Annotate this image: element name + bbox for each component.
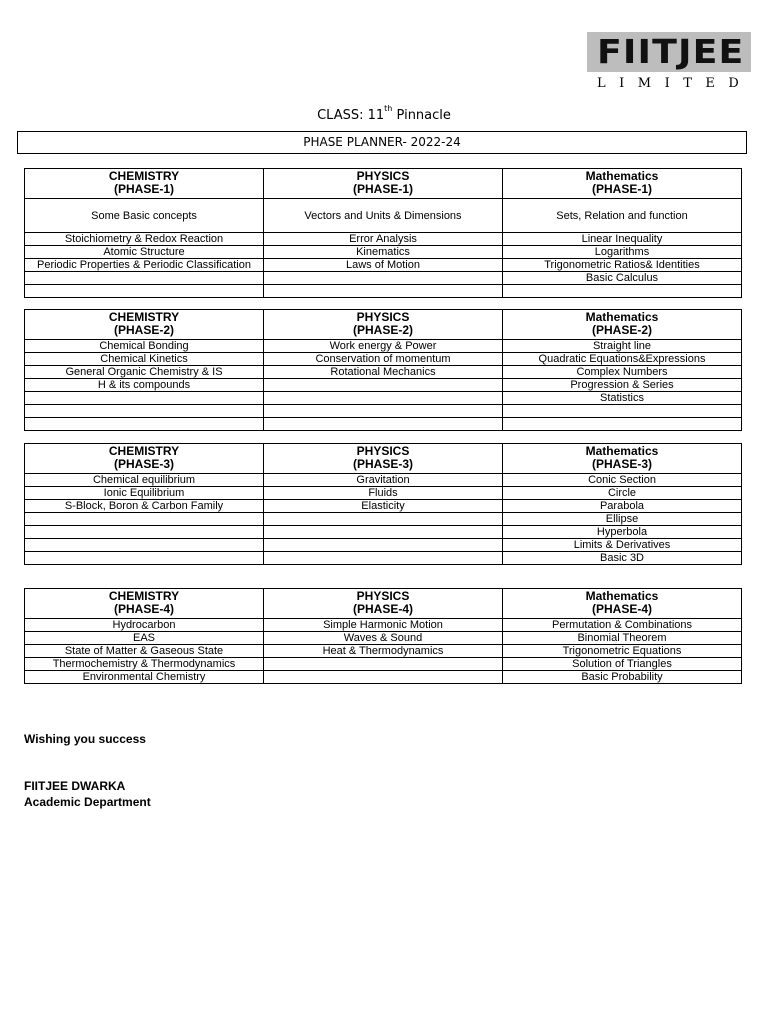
- topic-cell: [25, 285, 264, 298]
- table-row: [25, 487, 742, 500]
- planner-title: PHASE PLANNER- 2022-24: [17, 131, 747, 154]
- topic-cell: [25, 272, 264, 285]
- subject-label: PHYSICS: [356, 169, 410, 183]
- topic-cell: Rotational Mechanics: [264, 366, 503, 379]
- column-header: [503, 589, 742, 619]
- column-header: [264, 444, 503, 474]
- topic-cell: S-Block, Boron & Carbon Family: [25, 500, 264, 513]
- topic-cell: [264, 405, 503, 418]
- table-row: [25, 418, 742, 431]
- topic-cell: [264, 285, 503, 298]
- topic-cell: [264, 418, 503, 431]
- subject-label: PHYSICS: [356, 589, 410, 603]
- topic-cell: Straight line: [503, 340, 742, 353]
- table-row: [25, 552, 742, 565]
- table-row: [25, 405, 742, 418]
- topic-cell: Chemical Kinetics: [25, 353, 264, 366]
- topic-cell: [25, 513, 264, 526]
- topic-cell: [264, 526, 503, 539]
- table-row: [25, 379, 742, 392]
- topic-cell: Progression & Series: [503, 379, 742, 392]
- table-row: [25, 474, 742, 487]
- topic-cell: Ellipse: [503, 513, 742, 526]
- phase-label: (PHASE-1): [591, 182, 652, 196]
- topic-cell: Chemical Bonding: [25, 340, 264, 353]
- table-row: [25, 645, 742, 658]
- topic-cell: [264, 552, 503, 565]
- topic-cell: Thermochemistry & Thermodynamics: [25, 658, 264, 671]
- footer-wish: Wishing you success: [24, 732, 146, 746]
- topic-cell: Heat & Thermodynamics: [264, 645, 503, 658]
- table-row: [25, 632, 742, 645]
- topic-cell: Complex Numbers: [503, 366, 742, 379]
- header-row: [25, 589, 742, 619]
- phase-label: (PHASE-3): [352, 457, 413, 471]
- topic-cell: Permutation & Combinations: [503, 619, 742, 632]
- topic-cell: [25, 405, 264, 418]
- table-row: [25, 340, 742, 353]
- header-row: [25, 310, 742, 340]
- topic-cell: Basic Calculus: [503, 272, 742, 285]
- topic-cell: [503, 285, 742, 298]
- topic-cell: Waves & Sound: [264, 632, 503, 645]
- phase-1-table: [24, 168, 742, 298]
- topic-cell: Kinematics: [264, 246, 503, 259]
- column-header: [264, 589, 503, 619]
- table-row: [25, 392, 742, 405]
- topic-cell: Hyperbola: [503, 526, 742, 539]
- subject-label: Mathematics: [585, 589, 659, 603]
- subject-label: CHEMISTRY: [108, 589, 180, 603]
- class-title-sup: th: [384, 104, 393, 113]
- subject-label: CHEMISTRY: [108, 310, 180, 324]
- table-row: [25, 366, 742, 379]
- topic-cell: Some Basic concepts: [25, 199, 264, 233]
- topic-cell: [264, 671, 503, 684]
- topic-cell: Logarithms: [503, 246, 742, 259]
- column-header: [503, 310, 742, 340]
- topic-cell: Chemical equilibrium: [25, 474, 264, 487]
- logo-subtitle: LIMITED: [597, 76, 753, 91]
- logo-name: FIITJEE: [597, 32, 745, 71]
- topic-cell: EAS: [25, 632, 264, 645]
- topic-cell: Basic 3D: [503, 552, 742, 565]
- topic-cell: Limits & Derivatives: [503, 539, 742, 552]
- table-row: [25, 526, 742, 539]
- topic-cell: Work energy & Power: [264, 340, 503, 353]
- header-row: [25, 169, 742, 199]
- topic-cell: Sets, Relation and function: [503, 199, 742, 233]
- topic-cell: Gravitation: [264, 474, 503, 487]
- topic-cell: Parabola: [503, 500, 742, 513]
- table-row: [25, 353, 742, 366]
- footer-dept: Academic Department: [24, 795, 151, 809]
- table-row: [25, 513, 742, 526]
- topic-cell: Binomial Theorem: [503, 632, 742, 645]
- topic-cell: Quadratic Equations&Expressions: [503, 353, 742, 366]
- subject-label: PHYSICS: [356, 444, 410, 458]
- subject-label: Mathematics: [585, 169, 659, 183]
- column-header: [503, 444, 742, 474]
- topic-cell: General Organic Chemistry & IS: [25, 366, 264, 379]
- topic-cell: [264, 539, 503, 552]
- phase-label: (PHASE-1): [113, 182, 174, 196]
- topic-cell: [503, 405, 742, 418]
- phase-label: (PHASE-4): [113, 602, 174, 616]
- table-row: [25, 272, 742, 285]
- subject-label: Mathematics: [585, 444, 659, 458]
- subject-label: PHYSICS: [356, 310, 410, 324]
- phase-label: (PHASE-2): [352, 323, 413, 337]
- topic-cell: [264, 379, 503, 392]
- table-row: [25, 233, 742, 246]
- topic-cell: Laws of Motion: [264, 259, 503, 272]
- phase-label: (PHASE-2): [591, 323, 652, 337]
- topic-cell: H & its compounds: [25, 379, 264, 392]
- phase-label: (PHASE-3): [591, 457, 652, 471]
- footer-org: FIITJEE DWARKA: [24, 779, 126, 793]
- table-row: [25, 246, 742, 259]
- topic-cell: Simple Harmonic Motion: [264, 619, 503, 632]
- subject-label: CHEMISTRY: [108, 444, 180, 458]
- phase-label: (PHASE-3): [113, 457, 174, 471]
- topic-cell: Trigonometric Ratios& Identities: [503, 259, 742, 272]
- phase-label: (PHASE-1): [352, 182, 413, 196]
- topic-cell: [25, 552, 264, 565]
- topic-cell: [25, 539, 264, 552]
- topic-cell: [25, 418, 264, 431]
- topic-cell: Basic Probability: [503, 671, 742, 684]
- topic-cell: Ionic Equilibrium: [25, 487, 264, 500]
- column-header: [264, 310, 503, 340]
- logo-banner: [587, 32, 751, 72]
- topic-cell: Periodic Properties & Periodic Classification: [25, 259, 264, 272]
- phase-label: (PHASE-2): [113, 323, 174, 337]
- table-row: [25, 285, 742, 298]
- topic-cell: [503, 418, 742, 431]
- topic-cell: Conic Section: [503, 474, 742, 487]
- topic-cell: [264, 392, 503, 405]
- topic-cell: [264, 658, 503, 671]
- topic-cell: State of Matter & Gaseous State: [25, 645, 264, 658]
- topic-cell: Hydrocarbon: [25, 619, 264, 632]
- table-row: [25, 539, 742, 552]
- topic-cell: Stoichiometry & Redox Reaction: [25, 233, 264, 246]
- subject-label: CHEMISTRY: [108, 169, 180, 183]
- header-row: [25, 444, 742, 474]
- phase-3-table: [24, 443, 742, 565]
- table-row: [25, 199, 742, 233]
- topic-cell: Elasticity: [264, 500, 503, 513]
- column-header: [25, 444, 264, 474]
- topic-cell: Linear Inequality: [503, 233, 742, 246]
- topic-cell: Atomic Structure: [25, 246, 264, 259]
- class-title: [0, 104, 768, 128]
- column-header: [25, 310, 264, 340]
- column-header: [25, 169, 264, 199]
- topic-cell: Statistics: [503, 392, 742, 405]
- class-title-suffix: Pinnacle: [392, 108, 451, 123]
- table-row: [25, 500, 742, 513]
- phase-label: (PHASE-4): [352, 602, 413, 616]
- topic-cell: [264, 513, 503, 526]
- topic-cell: Solution of Triangles: [503, 658, 742, 671]
- table-row: [25, 658, 742, 671]
- topic-cell: [25, 392, 264, 405]
- fiitjee-logo: [587, 32, 751, 94]
- topic-cell: Trigonometric Equations: [503, 645, 742, 658]
- topic-cell: Environmental Chemistry: [25, 671, 264, 684]
- table-row: [25, 259, 742, 272]
- topic-cell: Circle: [503, 487, 742, 500]
- table-row: [25, 619, 742, 632]
- column-header: [503, 169, 742, 199]
- subject-label: Mathematics: [585, 310, 659, 324]
- topic-cell: Error Analysis: [264, 233, 503, 246]
- topic-cell: [264, 272, 503, 285]
- class-title-prefix: CLASS: 11: [317, 108, 385, 123]
- phase-2-table: [24, 309, 742, 431]
- phase-4-table: [24, 588, 742, 684]
- topic-cell: Conservation of momentum: [264, 353, 503, 366]
- topic-cell: [25, 526, 264, 539]
- phase-label: (PHASE-4): [591, 602, 652, 616]
- column-header: [25, 589, 264, 619]
- column-header: [264, 169, 503, 199]
- table-row: [25, 671, 742, 684]
- topic-cell: Fluids: [264, 487, 503, 500]
- topic-cell: Vectors and Units & Dimensions: [264, 199, 503, 233]
